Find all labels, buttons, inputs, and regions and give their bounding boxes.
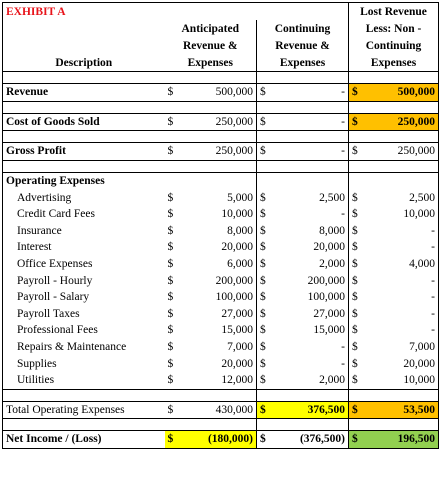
lost-header-line2: Less: Non - xyxy=(349,20,439,37)
currency-symbol: $ xyxy=(257,239,279,256)
lost-value: - xyxy=(371,322,439,339)
currency-symbol: $ xyxy=(352,291,358,304)
expense-row xyxy=(3,272,439,289)
currency-symbol: $ xyxy=(257,289,279,306)
lost-value: 250,000 xyxy=(371,113,439,131)
continuing-value: 376,500 xyxy=(279,401,349,419)
currency-symbol: $ xyxy=(167,324,174,337)
continuing-value: 27,000 xyxy=(279,306,349,323)
currency-symbol: $ xyxy=(257,339,279,356)
currency-symbol: $ xyxy=(257,206,279,223)
anticipated-value: 20,000 xyxy=(221,241,253,254)
row-label: Advertising xyxy=(3,189,165,206)
currency-symbol: $ xyxy=(257,322,279,339)
lost-value: 4,000 xyxy=(371,256,439,273)
currency-symbol: $ xyxy=(167,191,174,204)
currency-symbol: $ xyxy=(352,258,358,271)
anticipated-value: 6,000 xyxy=(227,258,253,271)
currency-symbol: $ xyxy=(257,223,279,240)
currency-symbol: $ xyxy=(349,113,371,131)
continuing-header-line3: Expenses xyxy=(257,54,349,72)
exhibit-table xyxy=(2,2,439,449)
lost-value: 250,000 xyxy=(371,143,439,161)
lost-value: 2,500 xyxy=(371,189,439,206)
currency-symbol: $ xyxy=(165,113,187,131)
lost-value: - xyxy=(371,239,439,256)
anticipated-value: 15,000 xyxy=(221,324,253,337)
lost-value: - xyxy=(371,289,439,306)
lost-value: 10,000 xyxy=(371,206,439,223)
currency-symbol: $ xyxy=(352,357,358,370)
continuing-header-line2: Revenue & xyxy=(257,37,349,54)
anticipated-value: 250,000 xyxy=(187,113,257,131)
row-label: Supplies xyxy=(3,355,165,372)
lost-header-line1: Lost Revenue xyxy=(349,3,439,21)
currency-symbol: $ xyxy=(257,189,279,206)
anticipated-value: 27,000 xyxy=(221,307,253,320)
continuing-value: 20,000 xyxy=(279,239,349,256)
currency-symbol: $ xyxy=(257,143,279,161)
currency-symbol: $ xyxy=(257,431,279,449)
currency-symbol: $ xyxy=(257,84,279,102)
lost-value: - xyxy=(371,306,439,323)
currency-symbol: $ xyxy=(165,143,187,161)
expense-row xyxy=(3,355,439,372)
currency-symbol: $ xyxy=(167,307,174,320)
anticipated-header-line1: Anticipated xyxy=(181,22,239,35)
continuing-value: - xyxy=(279,206,349,223)
cogs-row xyxy=(3,113,439,131)
row-label: Credit Card Fees xyxy=(3,206,165,223)
expense-row xyxy=(3,322,439,339)
currency-symbol: $ xyxy=(257,372,279,389)
row-label: Utilities xyxy=(3,372,165,389)
row-label: Interest xyxy=(3,239,165,256)
description-header: Description xyxy=(3,54,165,72)
expense-row xyxy=(3,289,439,306)
row-label: Payroll Taxes xyxy=(3,306,165,323)
currency-symbol: $ xyxy=(165,84,187,102)
currency-symbol: $ xyxy=(352,191,358,204)
gross-profit-row xyxy=(3,143,439,161)
currency-symbol: $ xyxy=(352,307,358,320)
expense-row xyxy=(3,339,439,356)
anticipated-value: 500,000 xyxy=(187,84,257,102)
currency-symbol: $ xyxy=(167,357,174,370)
continuing-value: 2,000 xyxy=(279,256,349,273)
row-label: Insurance xyxy=(3,223,165,240)
lost-header-line4: Expenses xyxy=(349,54,439,72)
lost-value: - xyxy=(371,223,439,240)
anticipated-header-line2: Revenue & xyxy=(182,39,238,52)
row-label: Payroll - Salary xyxy=(3,289,165,306)
anticipated-header-line3: Expenses xyxy=(165,54,257,72)
currency-symbol: $ xyxy=(257,401,279,419)
anticipated-value: 10,000 xyxy=(221,208,253,221)
continuing-value: - xyxy=(279,143,349,161)
row-label: Total Operating Expenses xyxy=(3,401,165,419)
currency-symbol: $ xyxy=(349,372,371,389)
continuing-value: 2,500 xyxy=(279,189,349,206)
continuing-value: - xyxy=(279,113,349,131)
row-label: Payroll - Hourly xyxy=(3,272,165,289)
currency-symbol: $ xyxy=(167,274,174,287)
anticipated-value: 430,000 xyxy=(187,401,257,419)
currency-symbol: $ xyxy=(352,208,358,221)
anticipated-value: 12,000 xyxy=(187,372,257,389)
anticipated-value: 8,000 xyxy=(227,224,253,237)
lost-value: 20,000 xyxy=(371,355,439,372)
currency-symbol: $ xyxy=(352,324,358,337)
lost-value: 53,500 xyxy=(371,401,439,419)
expense-row xyxy=(3,372,439,389)
currency-symbol: $ xyxy=(257,272,279,289)
anticipated-value: 20,000 xyxy=(221,357,253,370)
currency-symbol: $ xyxy=(167,224,174,237)
row-label: Office Expenses xyxy=(3,256,165,273)
currency-symbol: $ xyxy=(257,355,279,372)
operating-expenses-title: Operating Expenses xyxy=(3,172,165,189)
lost-value: 7,000 xyxy=(371,339,439,356)
lost-header-line3: Continuing xyxy=(349,37,439,54)
currency-symbol: $ xyxy=(167,258,174,271)
continuing-value: - xyxy=(279,355,349,372)
exhibit-label: EXHIBIT A xyxy=(3,3,165,21)
continuing-value: 100,000 xyxy=(279,289,349,306)
expense-row xyxy=(3,189,439,206)
currency-symbol: $ xyxy=(352,224,358,237)
continuing-value: 2,000 xyxy=(279,372,349,389)
currency-symbol: $ xyxy=(352,341,358,354)
row-label: Repairs & Maintenance xyxy=(3,339,165,356)
continuing-value: - xyxy=(279,84,349,102)
revenue-row xyxy=(3,84,439,102)
currency-symbol: $ xyxy=(257,256,279,273)
continuing-value: (376,500) xyxy=(279,431,349,449)
currency-symbol: $ xyxy=(165,431,187,449)
continuing-header-line1: Continuing xyxy=(257,20,349,37)
anticipated-value: 7,000 xyxy=(227,341,253,354)
row-label: Cost of Goods Sold xyxy=(3,113,165,131)
continuing-value: - xyxy=(279,339,349,356)
continuing-value: 8,000 xyxy=(279,223,349,240)
currency-symbol: $ xyxy=(352,241,358,254)
currency-symbol: $ xyxy=(167,341,174,354)
currency-symbol: $ xyxy=(352,274,358,287)
row-label: Net Income / (Loss) xyxy=(3,431,165,449)
lost-value: 500,000 xyxy=(371,84,439,102)
anticipated-value: (180,000) xyxy=(187,431,257,449)
expense-row xyxy=(3,239,439,256)
expense-row xyxy=(3,306,439,323)
lost-value: 10,000 xyxy=(371,372,439,389)
anticipated-value: 200,000 xyxy=(215,274,253,287)
row-label: Gross Profit xyxy=(3,143,165,161)
expense-row xyxy=(3,206,439,223)
continuing-value: 200,000 xyxy=(279,272,349,289)
net-income-row xyxy=(3,431,439,449)
row-label: Revenue xyxy=(3,84,165,102)
lost-value: 196,500 xyxy=(371,431,439,449)
currency-symbol: $ xyxy=(257,306,279,323)
total-operating-expenses-row xyxy=(3,401,439,419)
row-label: Professional Fees xyxy=(3,322,165,339)
anticipated-value: 5,000 xyxy=(227,191,253,204)
anticipated-value: 250,000 xyxy=(187,143,257,161)
expense-row xyxy=(3,223,439,240)
currency-symbol: $ xyxy=(165,372,187,389)
lost-value: - xyxy=(371,272,439,289)
currency-symbol: $ xyxy=(257,113,279,131)
currency-symbol: $ xyxy=(349,431,371,449)
currency-symbol: $ xyxy=(167,208,174,221)
currency-symbol: $ xyxy=(165,401,187,419)
expense-row xyxy=(3,256,439,273)
currency-symbol: $ xyxy=(349,84,371,102)
continuing-value: 15,000 xyxy=(279,322,349,339)
currency-symbol: $ xyxy=(167,241,174,254)
currency-symbol: $ xyxy=(167,291,174,304)
anticipated-value: 100,000 xyxy=(215,291,253,304)
currency-symbol: $ xyxy=(349,143,371,161)
currency-symbol: $ xyxy=(349,401,371,419)
